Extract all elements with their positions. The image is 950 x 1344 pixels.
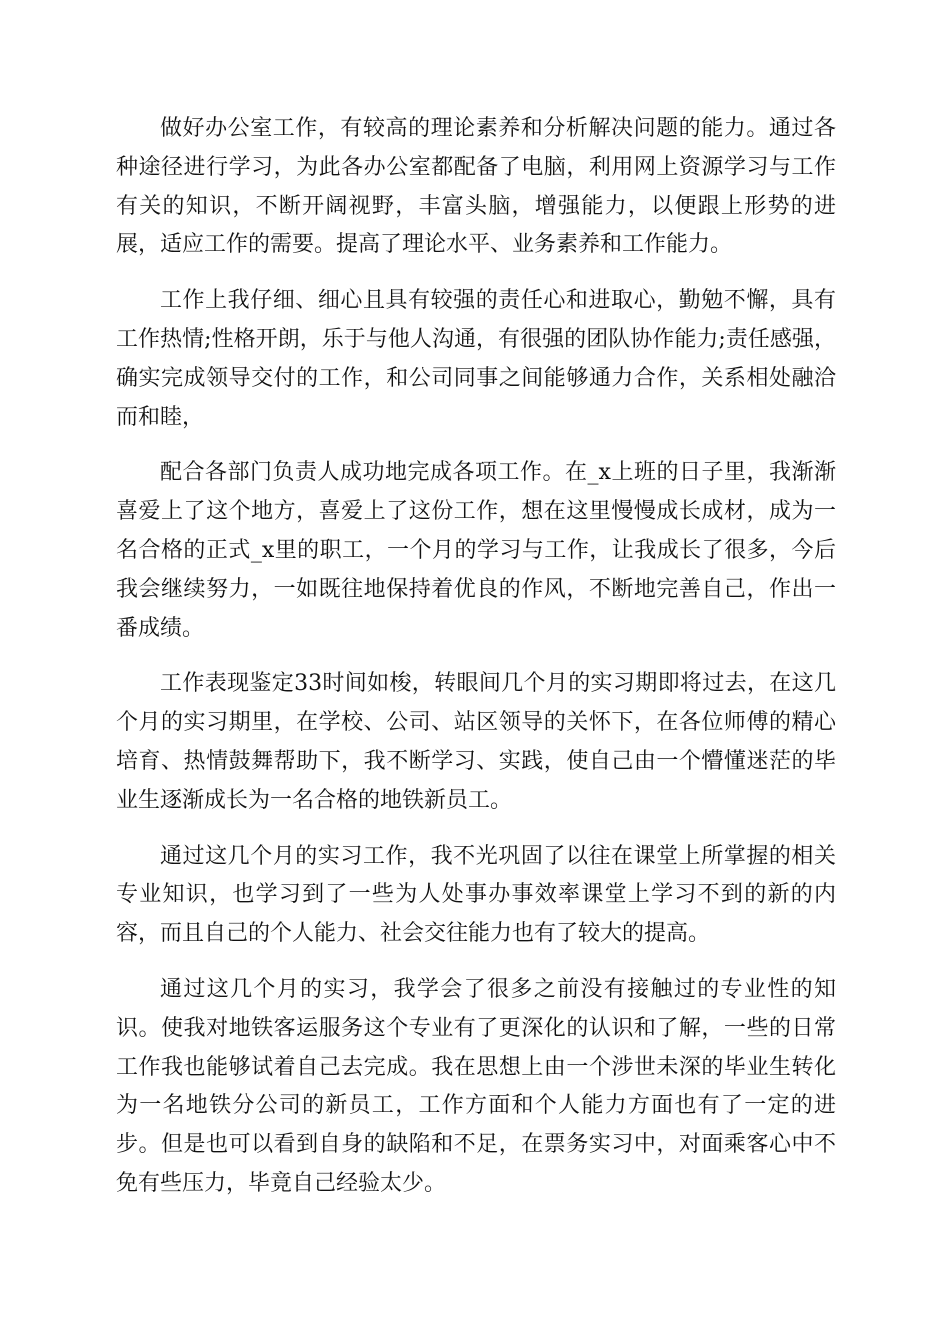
paragraph: 工作表现鉴定33时间如梭，转眼间几个月的实习期即将过去，在这几个月的实习期里，在学校、公司、站区领导的关怀下，在各位师傅的精心培育、热情鼓舞帮助下，我不断学习、实践，使自己由一个懵懂迷茫的毕业生逐渐成长为一名合格的地铁新员工。 xyxy=(116,671,836,813)
paragraph: 配合各部门负责人成功地完成各项工作。在_x上班的日子里，我渐渐喜爱上了这个地方，喜爱上了这份工作，想在这里慢慢成长成材，成为一名合格的正式_x里的职工，一个月的学习与工作，让我成长了很多，今后我会继续努力，一如既往地保持着优良的作风，不断地完善自己，作出一番成绩。 xyxy=(116,460,836,641)
document-body xyxy=(116,110,836,1221)
paragraph: 工作上我仔细、细心且具有较强的责任心和进取心，勤勉不懈，具有工作热情;性格开朗，乐于与他人沟通，有很强的团队协作能力;责任感强，确实完成领导交付的工作，和公司同事之间能够通力合作，关系相处融洽而和睦， xyxy=(116,288,836,430)
paragraph: 做好办公室工作，有较高的理论素养和分析解决问题的能力。通过各种途径进行学习，为此各办公室都配备了电脑，利用网上资源学习与工作有关的知识，不断开阔视野，丰富头脑，增强能力，以便跟上形势的进展，适应工作的需要。提高了理论水平、业务素养和工作能力。 xyxy=(116,116,836,258)
paragraph: 通过这几个月的实习，我学会了很多之前没有接触过的专业性的知识。使我对地铁客运服务这个专业有了更深化的认识和了解，一些的日常工作我也能够试着自己去完成。我在思想上由一个涉世未深的毕业生转化为一名地铁分公司的新员工，工作方面和个人能力方面也有了一定的进步。但是也可以看到自身的缺陷和不足，在票务实习中，对面乘客心中不免有些压力，毕竟自己经验太少。 xyxy=(116,976,836,1196)
paragraph: 通过这几个月的实习工作，我不光巩固了以往在课堂上所掌握的相关专业知识，也学习到了一些为人处事办事效率课堂上学习不到的新的内容，而且自己的个人能力、社会交往能力也有了较大的提高。 xyxy=(116,843,836,947)
